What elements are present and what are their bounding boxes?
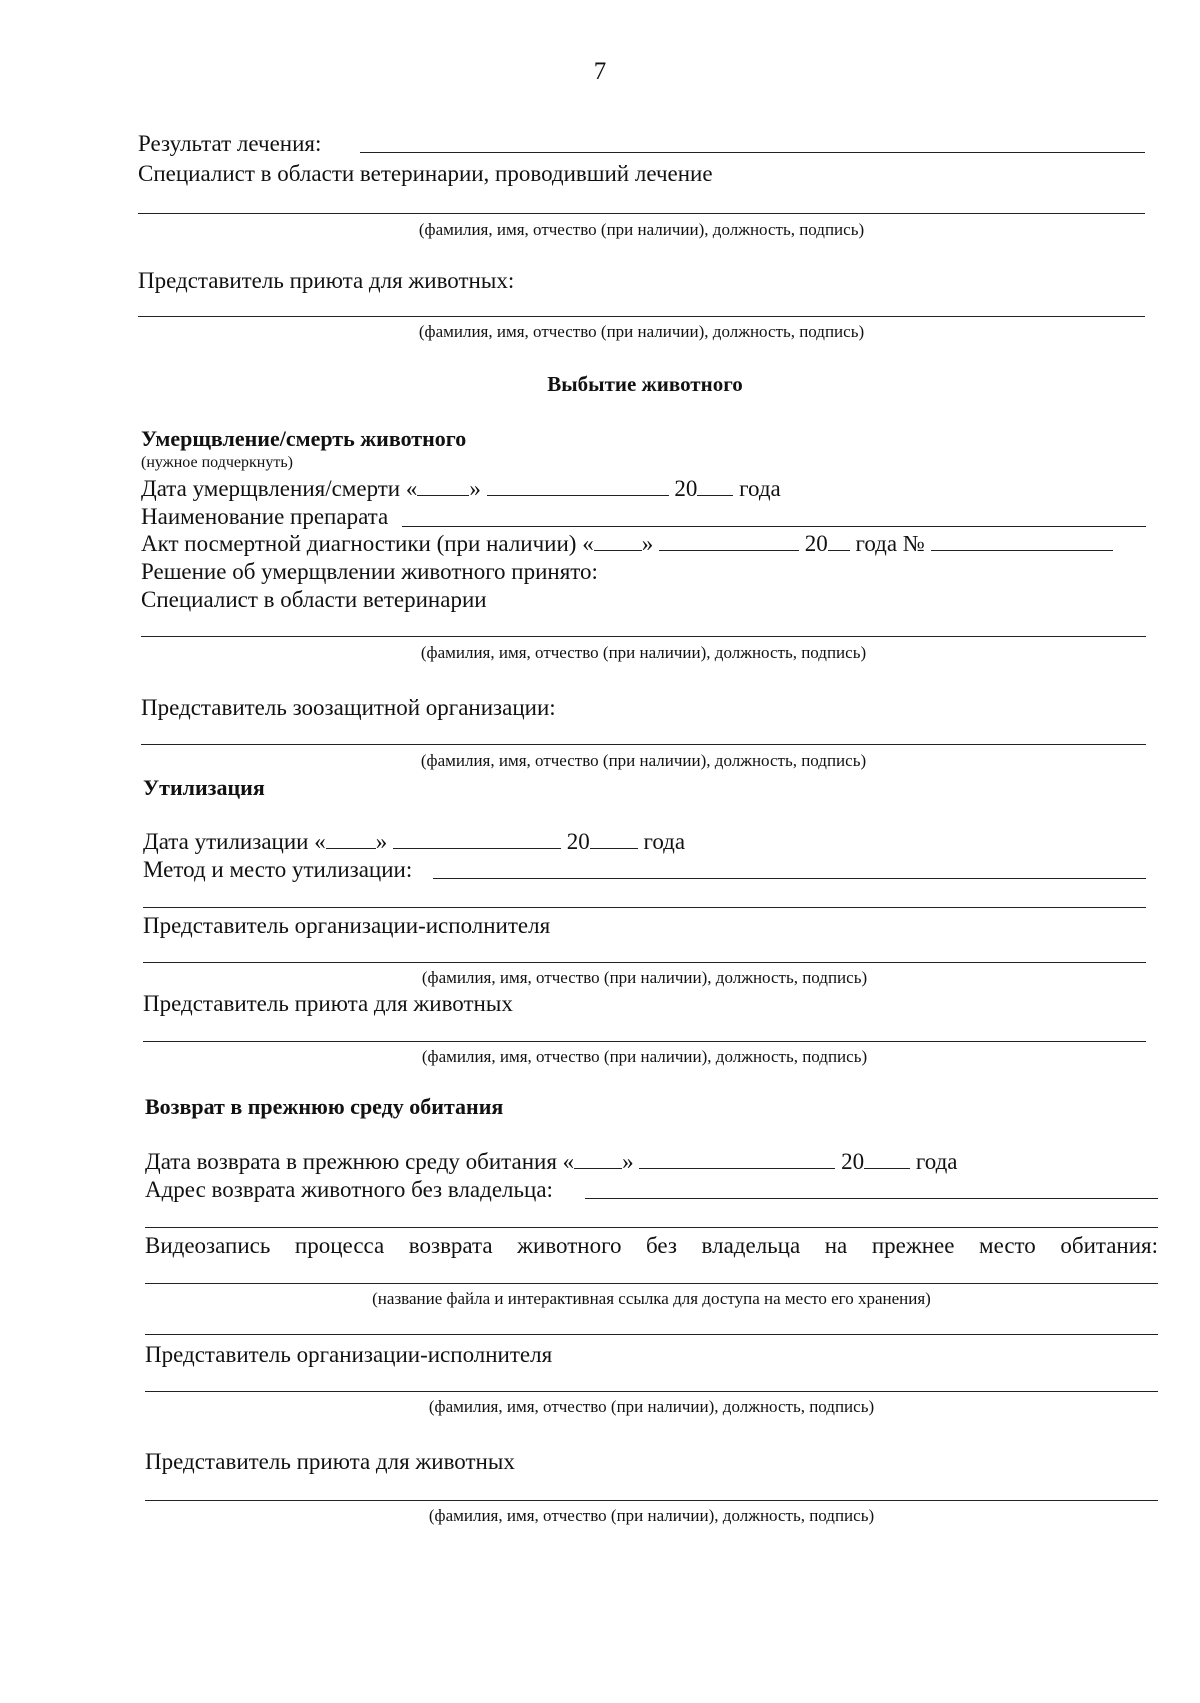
disposal-executor-caption: (фамилия, имя, отчество (при наличии), должность, подпись) xyxy=(421,968,868,987)
act-year-suffix: года № xyxy=(855,531,925,556)
disposal-date-row xyxy=(143,828,685,856)
return-shelter-field[interactable] xyxy=(145,1500,1158,1501)
return-year-field[interactable] xyxy=(864,1148,910,1169)
return-heading: Возврат в прежнюю среду обитания xyxy=(145,1094,504,1119)
year-prefix: 20 xyxy=(674,476,698,501)
disposal-shelter-field[interactable] xyxy=(143,1041,1146,1042)
treatment-shelter-caption: (фамилия, имя, отчество (при наличии), должность, подпись) xyxy=(418,322,865,341)
zoo-field[interactable] xyxy=(141,744,1146,745)
return-address-field[interactable] xyxy=(585,1198,1158,1199)
return-video-field-2[interactable] xyxy=(145,1334,1158,1335)
act-day-field[interactable] xyxy=(594,530,642,551)
return-day-field[interactable] xyxy=(574,1148,622,1169)
disposal-month-field[interactable] xyxy=(393,828,561,849)
return-shelter-caption: (фамилия, имя, отчество (при наличии), должность, подпись) xyxy=(428,1506,875,1525)
euthanasia-year-field[interactable] xyxy=(697,475,733,496)
disposal-year-field[interactable] xyxy=(590,828,638,849)
decision-label: Решение об умерщвлении животного принято: xyxy=(141,559,598,584)
treatment-specialist-caption: (фамилия, имя, отчество (при наличии), должность, подпись) xyxy=(418,220,865,239)
return-address-field-2[interactable] xyxy=(145,1227,1158,1228)
vet-caption: (фамилия, имя, отчество (при наличии), должность, подпись) xyxy=(420,643,867,662)
return-shelter-label: Представитель приюта для животных xyxy=(145,1449,515,1474)
quote-close: » xyxy=(641,531,654,556)
return-executor-caption: (фамилия, имя, отчество (при наличии), должность, подпись) xyxy=(428,1397,875,1416)
return-date-row xyxy=(145,1148,958,1176)
treatment-result-field[interactable] xyxy=(360,152,1145,153)
treatment-specialist-field[interactable] xyxy=(138,213,1145,214)
year-suffix: года xyxy=(739,476,781,501)
quote-close: » xyxy=(469,476,481,501)
return-video-label: Видеозапись процесса возврата животного без владельца на прежнее место обитания: xyxy=(145,1233,1158,1258)
disposal-executor-label: Представитель организации-исполнителя xyxy=(143,913,551,938)
return-month-field[interactable] xyxy=(639,1148,835,1169)
year-prefix: 20 xyxy=(804,531,828,556)
euthanasia-heading: Умерщвление/смерть животного xyxy=(141,426,467,451)
zoo-caption: (фамилия, имя, отчество (при наличии), должность, подпись) xyxy=(420,751,867,770)
drug-field[interactable] xyxy=(402,526,1146,527)
euthanasia-day-field[interactable] xyxy=(417,475,469,496)
disposal-heading: Утилизация xyxy=(143,775,265,800)
vet-field[interactable] xyxy=(141,636,1146,637)
year-suffix: года xyxy=(643,829,686,854)
vet-label: Специалист в области ветеринарии xyxy=(141,587,487,612)
year-suffix: года xyxy=(915,1149,958,1174)
treatment-shelter-label: Представитель приюта для животных: xyxy=(138,268,515,293)
disposal-date-label: Дата утилизации « xyxy=(143,829,326,854)
treatment-shelter-field[interactable] xyxy=(138,316,1145,317)
act-year-field[interactable] xyxy=(828,530,850,551)
return-executor-label: Представитель организации-исполнителя xyxy=(145,1342,553,1367)
departure-title: Выбытие животного xyxy=(547,372,743,396)
return-video-caption: (название файла и интерактивная ссылка для доступа на место его хранения) xyxy=(372,1289,931,1308)
act-row xyxy=(141,530,1113,558)
return-executor-field[interactable] xyxy=(145,1391,1158,1392)
zoo-label: Представитель зоозащитной организации: xyxy=(141,695,556,720)
disposal-day-field[interactable] xyxy=(326,828,376,849)
return-date-label: Дата возврата в прежнюю среду обитания « xyxy=(145,1149,575,1174)
disposal-shelter-label: Представитель приюта для животных xyxy=(143,991,513,1016)
disposal-method-label: Метод и место утилизации: xyxy=(143,857,413,882)
act-label: Акт посмертной диагностики (при наличии) « xyxy=(141,531,594,556)
treatment-specialist-label: Специалист в области ветеринарии, проводивший лечение xyxy=(138,161,713,186)
euthanasia-date-row xyxy=(141,475,781,503)
page-number: 7 xyxy=(593,58,607,85)
quote-close: » xyxy=(622,1149,634,1174)
euthanasia-note: (нужное подчеркнуть) xyxy=(141,454,293,471)
disposal-shelter-caption: (фамилия, имя, отчество (при наличии), должность, подпись) xyxy=(421,1047,868,1066)
euthanasia-month-field[interactable] xyxy=(487,475,669,496)
quote-close: » xyxy=(375,829,388,854)
return-address-label: Адрес возврата животного без владельца: xyxy=(145,1177,553,1202)
disposal-method-field-2[interactable] xyxy=(143,907,1146,908)
year-prefix: 20 xyxy=(841,1149,865,1174)
act-month-field[interactable] xyxy=(659,530,799,551)
disposal-method-field[interactable] xyxy=(433,878,1146,879)
year-prefix: 20 xyxy=(566,829,590,854)
treatment-result-label: Результат лечения: xyxy=(138,131,322,156)
return-video-field[interactable] xyxy=(145,1283,1158,1284)
act-number-field[interactable] xyxy=(931,530,1113,551)
drug-label: Наименование препарата xyxy=(141,504,389,529)
euthanasia-date-label: Дата умерщвления/смерти « xyxy=(141,476,418,501)
disposal-executor-field[interactable] xyxy=(143,962,1146,963)
